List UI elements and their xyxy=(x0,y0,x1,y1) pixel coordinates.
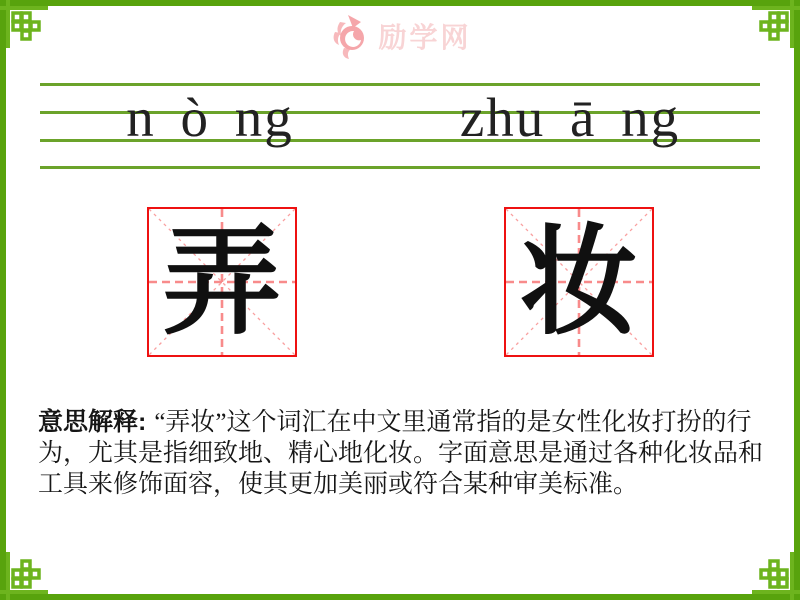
corner-ornament-bottom-left xyxy=(0,546,54,600)
site-logo-text: 励学网 xyxy=(378,22,472,53)
explanation-line-1 xyxy=(38,407,778,438)
explanation-line-2: 为，尤其是指细致地、精心地化妆。字面意思是通过各种化妆品和 xyxy=(38,440,764,467)
explanation-line-3: 工具来修饰面容，使其更加美丽或符合某种审美标准。 xyxy=(38,471,639,498)
pinyin-guide-line-4 xyxy=(40,166,760,169)
pinyin-nong: n ò ng xyxy=(126,87,294,148)
hanzi-zhuang: 妆 xyxy=(519,213,638,351)
explanation-label: 意思解释: xyxy=(38,408,147,436)
fox-logo-icon xyxy=(328,12,372,60)
pinyin-zhuang: zhu ā ng xyxy=(459,87,681,148)
meaning-explanation xyxy=(38,407,778,500)
hanzi-nong: 弄 xyxy=(162,213,281,351)
pinyin-guide-line-1 xyxy=(40,83,760,86)
character-grid-box-2 xyxy=(504,207,654,357)
explanation-text-1: “弄妆”这个词汇在中文里通常指的是女性化妆打扮的行 xyxy=(154,409,752,436)
corner-ornament-bottom-right xyxy=(746,546,800,600)
character-grid-box-1 xyxy=(147,207,297,357)
site-logo xyxy=(0,12,800,60)
